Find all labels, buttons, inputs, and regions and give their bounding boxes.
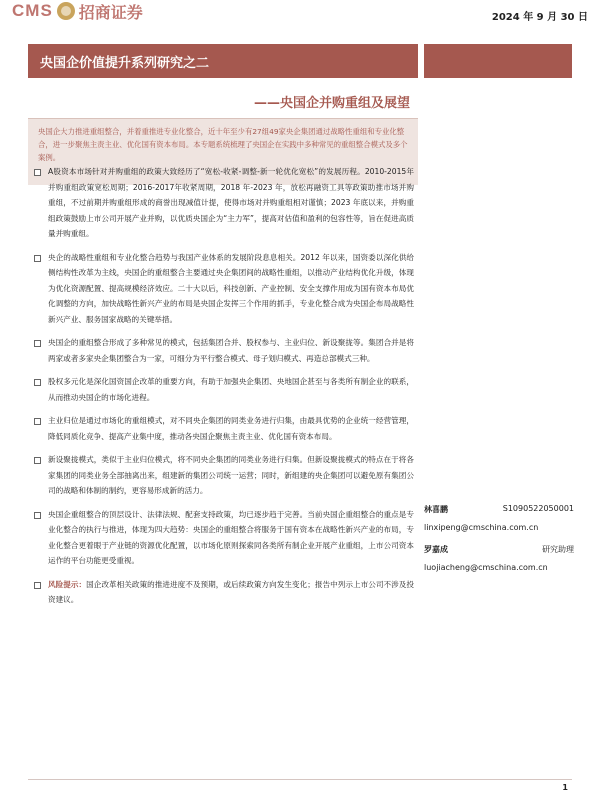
abstract-text: 央国企大力推进重组整合，并着重推进专业化整合，近十年至少有27组49家央企集团通过战略性重组和专业化整合，进一步聚焦主责主业、优化国有资本布局。本专题系统梳理了央国企在实践中多种常见的重组整合模式及多个案例。 <box>38 127 408 162</box>
analyst-email[interactable]: linxipeng@cmschina.com.cn <box>424 523 539 532</box>
risk-text: 国企改革相关政策的推进进度不及预期，或后续政策方向发生变化；报告中列示上市公司不涉及投资建议。 <box>48 579 415 604</box>
logo-emblem-icon <box>57 2 75 20</box>
risk-warning <box>34 577 414 608</box>
square-bullet-icon <box>34 255 41 262</box>
bullet-item <box>34 335 414 366</box>
analyst-name: 林喜鹏 <box>424 505 448 514</box>
bullet-text: 央企的战略性重组和专业化整合趋势与我国产业体系的发展阶段息息相关。2012 年以来，国资委以深化供给侧结构性改革为主线，央国企的重组整合主要通过央企集团间的战略性重组，以推动产业结构优化升级，体现为优化资源配置、提高规模经济效应。二十大以后，科技创新、产业控制、安全支撑作用成为国有资本布局优化调整的方向，加快战略性新兴产业的布局是央国企发挥三个作用的抓手，专业化整合成为央国企布局战略性新兴产业、服务国家战略的关键举措。 <box>48 252 414 324</box>
square-bullet-icon <box>34 512 41 519</box>
analyst-card <box>424 504 574 532</box>
bullet-item <box>34 164 414 242</box>
page-number: 1 <box>562 783 568 792</box>
bullet-item <box>34 507 414 569</box>
bullet-item <box>34 452 414 499</box>
bullet-text: 股权多元化是深化国资国企改革的重要方向，有助于加强央企集团、央地国企甚至与各类所有制企业的联系，从而推动央国企的市场化进程。 <box>48 377 414 402</box>
footer-divider <box>28 779 572 780</box>
bullet-item <box>34 250 414 328</box>
report-date: 2024 年 9 月 30 日 <box>491 12 588 23</box>
bullet-item <box>34 413 414 444</box>
side-header-box <box>424 44 572 78</box>
title-bar <box>28 44 418 78</box>
analyst-name: 罗嘉成 <box>424 545 448 554</box>
risk-label: 风险提示： <box>48 579 87 589</box>
square-bullet-icon <box>34 169 41 176</box>
report-title: 央国企价值提升系列研究之二 <box>40 56 210 71</box>
square-bullet-icon <box>34 582 41 589</box>
bullet-text: 央国企重组整合的顶层设计、法律法规、配套支持政策，均已逐步趋于完善。当前央国企重组整合的重点是专业化整合的执行与推进，体现为四大趋势：央国企的重组整合将服务于国有资本在战略性新兴产业的布局，专业化整合更着眼于产业链的资源优化配置，以市场化原则探索同各类所有制企业开展产业重组，上市公司资本运作的平台功能更受重视。 <box>48 509 414 565</box>
bullet-text: 新设聚拢模式，类似于主业归位模式，将不同央企集团的同类业务进行归集。但新设聚拢模式的特点在于将各家集团的同类业务全部抽离出来，组建新的集团公司统一运营；同时，新组建的央企集团可以避免原有集团公司的战略和体制的制约，更容易形成新的活力。 <box>48 455 414 495</box>
square-bullet-icon <box>34 340 41 347</box>
logo-latin: CMS <box>12 1 53 20</box>
bullet-text: 主业归位是通过市场化的重组模式，对不同央企集团的同类业务进行归集，由最具优势的企业统一经营管理，降低同质化竞争、提高产业集中度，推动各央国企聚焦主责主业、优化国有资本布局。 <box>48 416 414 441</box>
analyst-id: S1090522050001 <box>502 504 574 513</box>
bullet-text: A股资本市场针对并购重组的政策大致经历了“宽松-收紧-调整-新一轮优化宽松”的发展历程。2010-2015年并购重组政策宽松周期；2016-2017年收紧周期，2018 年-2023 年，放松再融资工具等政策助推市场并购重组，不过前期并购重组形成的商誉出现减值计提，使得市场对并购重组相对谨慎；2023 年底以来，并购重组政策鼓励上市公司开展产业并购，以优质央国企为“主力军”，提高对估值和盈利的包容性等，旨在促进高质量并购重组。 <box>48 167 414 238</box>
analyst-role: 研究助理 <box>542 545 574 554</box>
bullet-text: 央国企的重组整合形成了多种常见的模式，包括集团合并、股权参与、主业归位、新设聚拢等。集团合并是将两家或者多家央企集团整合为一家，可细分为平行整合模式、母子划归模式、再造总部模式三种。 <box>48 338 414 363</box>
square-bullet-icon <box>34 457 41 464</box>
analyst-email[interactable]: luojiacheng@cmschina.com.cn <box>424 563 548 572</box>
logo-chinese: 招商证券 <box>78 2 143 22</box>
bullet-item <box>34 374 414 405</box>
report-subtitle: ——央国企并购重组及展望 <box>253 96 410 111</box>
square-bullet-icon <box>34 379 41 386</box>
cms-logo <box>12 0 143 22</box>
bullet-list <box>34 164 414 608</box>
analyst-card <box>424 544 574 572</box>
square-bullet-icon <box>34 418 41 425</box>
